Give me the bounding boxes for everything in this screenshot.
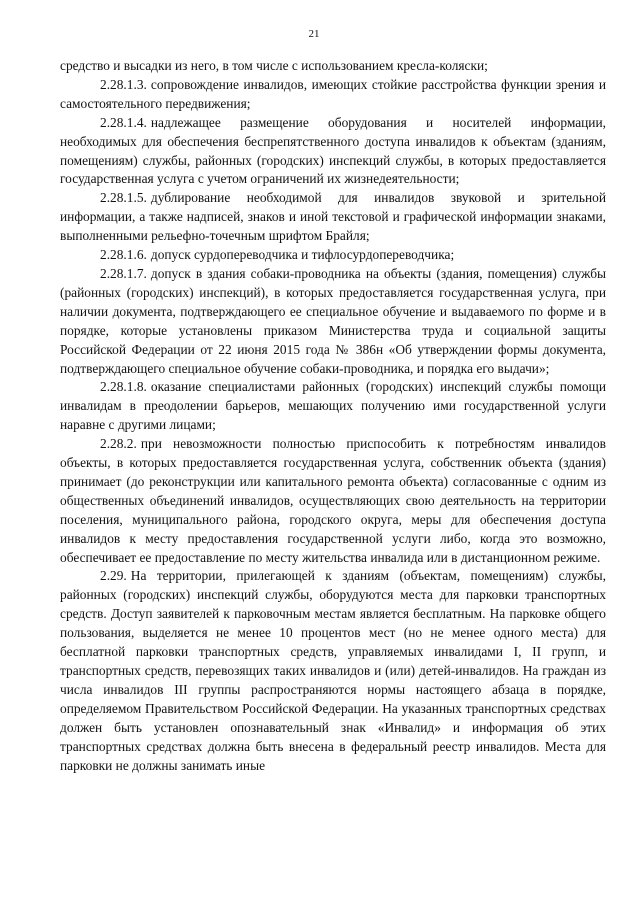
clause-number: 2.28.1.3.	[100, 76, 147, 92]
paragraph-text: надлежащее размещение оборудования и носителей информации, необходимых для обеспечения беспрепятственного доступа инвалидов к объектам (зданиям, помещениям) службы, районных (городских) инспекций службы, в которых предоставляется государственная услуга с учетом ограничений их жизнедеятельности;	[60, 114, 606, 187]
paragraph-text: На территории, прилегающей к зданиям (объектам, помещениям) службы, районных (городских) инспекций службы, оборудуются места для парковки транспортных средств. Доступ заявителей к парковочным местам является бесплатным. На парковке общего пользования, выделяется не менее 10 процентов мест (но не менее одного места) для бесплатной парковки транспортных средств, управляемых инвалидами I, II групп, и транспортных средств, перевозящих таких инвалидов и (или) детей-инвалидов. На граждан из числа инвалидов III группы распространяются нормы настоящего абзаца в порядке, определяемом Правительством Российской Федерации. На указанных транспортных средствах должен быть установлен опознавательный знак «Инвалид» и информация об этих транспортных средствах должна быть внесена в федеральный реестр инвалидов. Места для парковки не должны занимать иные	[60, 568, 606, 773]
paragraph-text: сопровождение инвалидов, имеющих стойкие расстройства функции зрения и самостоятельного передвижения;	[60, 76, 606, 111]
paragraph-2-28-1-4	[60, 114, 606, 190]
paragraph-continuation	[60, 57, 606, 76]
paragraph-2-28-1-8	[60, 378, 606, 435]
paragraph-2-28-2	[60, 435, 606, 567]
paragraph-2-28-1-7	[60, 265, 606, 378]
clause-number: 2.28.1.5.	[100, 190, 147, 206]
paragraph-text: дублирование необходимой для инвалидов звуковой и зрительной информации, а также надписей, знаков и иной текстовой и графической информации знаками, выполненными рельефно-точечным шрифтом Брайля;	[60, 190, 606, 244]
clause-number: 2.28.1.6.	[100, 247, 147, 263]
paragraph-text: допуск сурдопереводчика и тифлосурдопереводчика;	[150, 247, 455, 263]
paragraph-2-28-1-5	[60, 189, 606, 246]
paragraph-2-29	[60, 567, 606, 775]
paragraph-2-28-1-6	[60, 246, 606, 265]
clause-number: 2.28.2.	[100, 436, 137, 452]
clause-number: 2.29.	[100, 568, 127, 584]
paragraph-text: средство и высадки из него, в том числе с использованием кресла-коляски;	[60, 58, 488, 73]
clause-number: 2.28.1.7.	[100, 265, 147, 281]
clause-number: 2.28.1.4.	[100, 114, 147, 130]
clause-number: 2.28.1.8.	[100, 379, 147, 395]
paragraph-text: при невозможности полностью приспособить к потребностям инвалидов объекты, в которых предоставляется государственная услуга, собственник объекта (здания) принимает (до реконструкции или капитального ремонта объекта) согласованные с одним из общественных объединений инвалидов, осуществляющих свою деятельность на территории поселения, муниципального района, городского округа, меры для обеспечения доступа инвалидов к месту предоставления государственной услуги либо, когда это возможно, обеспечивает ее предоставление по месту жительства инвалида или в дистанционном режиме.	[60, 436, 606, 565]
page-number: 21	[308, 28, 320, 40]
paragraph-text: допуск в здания собаки-проводника на объекты (здания, помещения) службы (районных (городских) инспекций), в которых предоставляется государственная услуга, при наличии документа, подтверждающего ее специальное обучение и выдаваемого по форме и в порядке, которые установлены приказом Министерства труда и социальной защиты Российской Федерации от 22 июня 2015 года № 386н «Об утверждении формы документа, подтверждающего специальное обучение собаки-проводника, и порядка его выдачи»;	[60, 265, 606, 376]
document-body	[60, 57, 606, 775]
paragraph-2-28-1-3	[60, 76, 606, 114]
paragraph-text: оказание специалистами районных (городских) инспекций службы помощи инвалидам в преодолении барьеров, мешающих получению ими государственной услуги наравне с другими лицами;	[60, 379, 606, 433]
